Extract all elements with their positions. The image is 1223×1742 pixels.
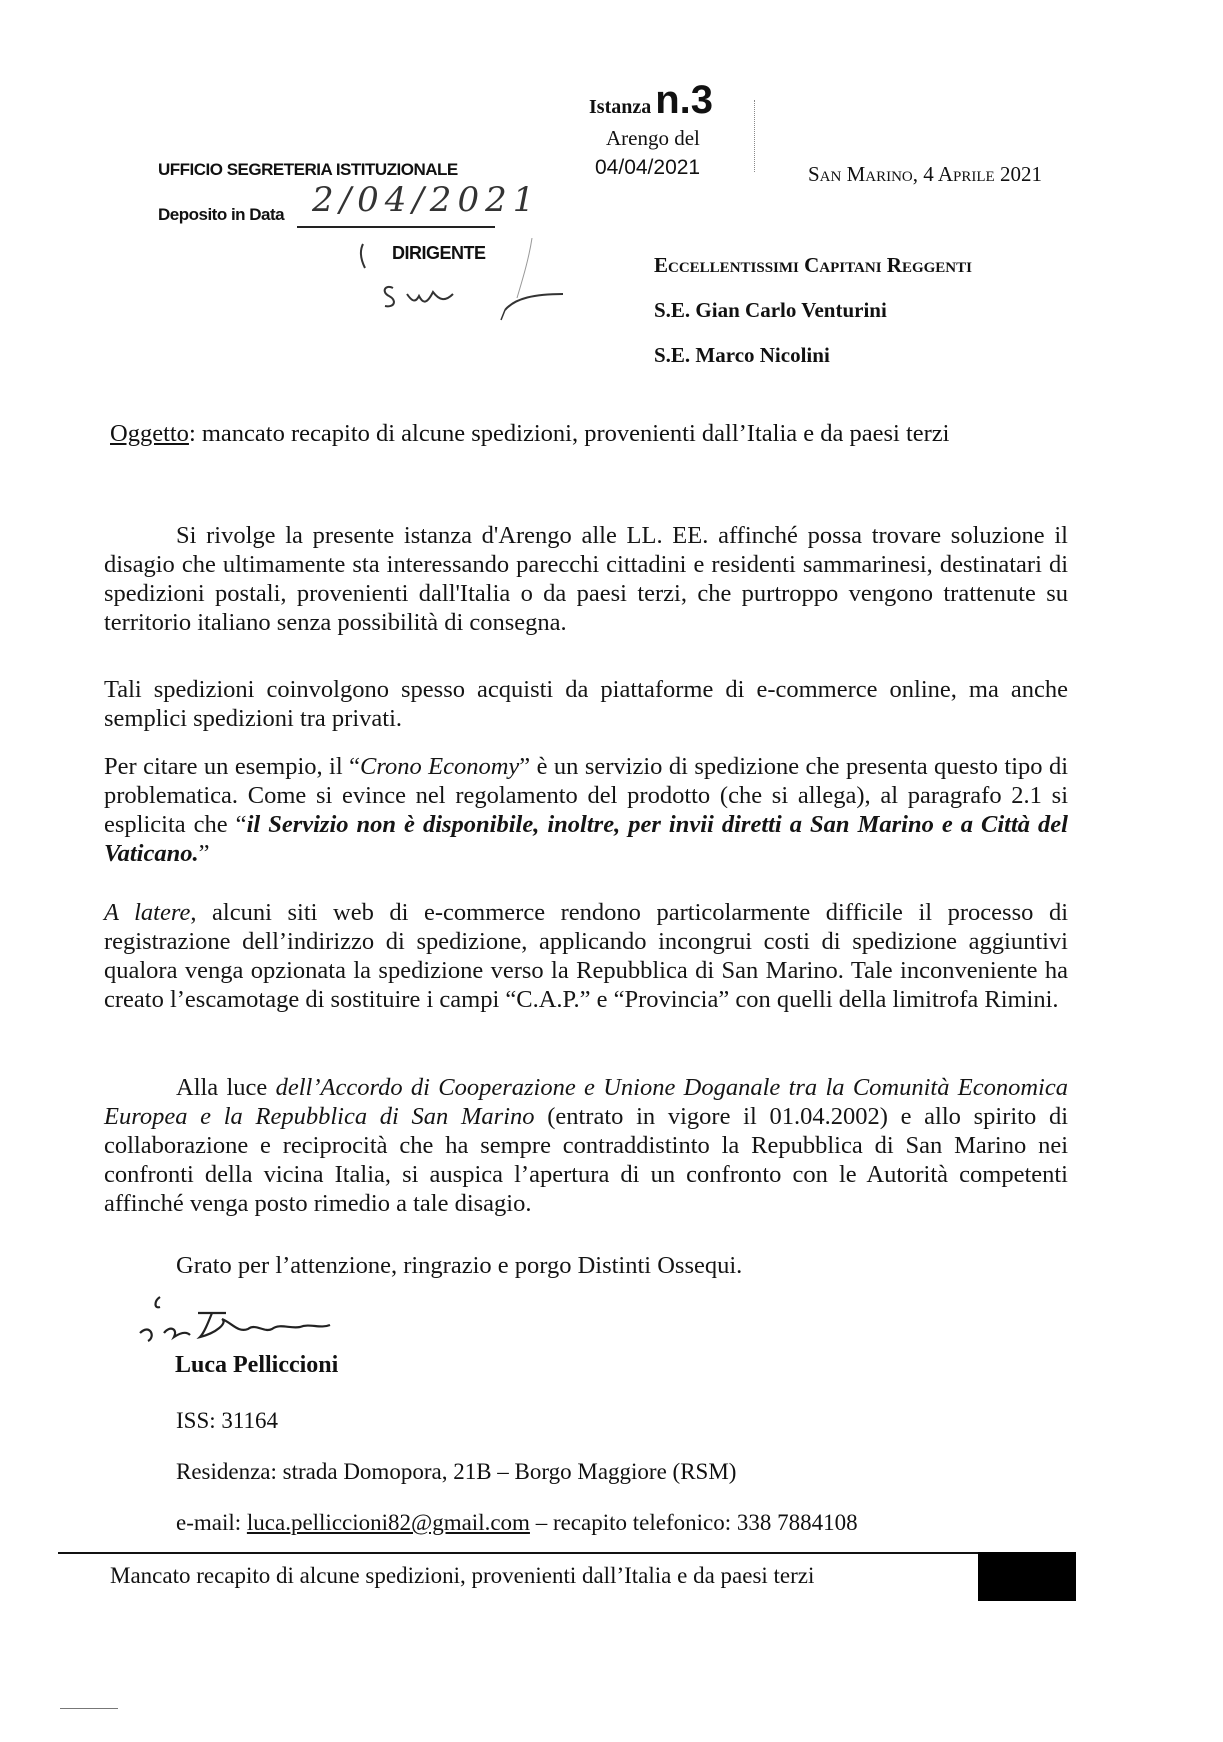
dirigente-handwritten-signature	[355, 238, 585, 328]
footer-black-box	[978, 1552, 1076, 1601]
arengo-date: 04/04/2021	[595, 156, 701, 179]
addressee-line-2: S.E. Gian Carlo Venturini	[654, 298, 887, 322]
body-paragraph-5	[104, 1073, 1068, 1218]
p5-italic-agreement: dell’Accordo di Cooperazione e Unione Doganale tra la Comunità Economica Europea e la Repubblica di San Marino	[104, 1074, 1068, 1130]
signer-contact	[176, 1510, 858, 1536]
subject-label: Oggetto	[110, 420, 189, 447]
scan-mark	[60, 1708, 118, 1709]
p3-text-c: ”	[198, 840, 210, 867]
email-label: e-mail:	[176, 1510, 247, 1535]
signer-name: Luca Pelliccioni	[175, 1352, 339, 1378]
p4-italic-latere: A latere	[104, 899, 191, 926]
subject-line	[110, 420, 949, 448]
body-paragraph-1-text: Si rivolge la presente istanza d'Arengo alle LL. EE. affinché possa trovare soluzione il disagio che ultimamente sta interessando parecchi cittadini e residenti sammarinesi, destinatari di spedizioni postali, provenienti dall'Italia o da paesi terzi, che purtroppo vengono trattenute su territorio italiano senza possibilità di consegna.	[104, 522, 1068, 636]
p5-text-b: (entrato in vigore il 01.04.2002) e allo spirito di collaborazione e reciprocità che ha sempre contraddistinto la Repubblica di San Marino nei confronti della vicina Italia, si auspica l’apertura di un confronto con le Autorità competenti affinché venga posto rimedio a tale disagio.	[104, 1103, 1068, 1217]
istanza-heading	[589, 78, 713, 123]
email-link[interactable]: luca.pelliccioni82@gmail.com	[246, 1510, 530, 1535]
p3-italic-quote: il Servizio non è disponibile, inoltre, per invii diretti a San Marino e a Città del Vaticano.	[104, 811, 1068, 867]
p3-text-b: ” è un servizio di spedizione che presenta questo tipo di problematica. Come si evince nel regolamento del prodotto (che si allega), al paragrafo 2.1 si esplicita che “	[104, 753, 1069, 838]
footer-rule	[58, 1552, 1071, 1554]
closing-line: Grato per l’attenzione, ringrazio e porgo Distinti Ossequi.	[176, 1252, 743, 1279]
signature-scrawl	[130, 1293, 380, 1353]
body-paragraph-4	[104, 898, 1068, 1014]
dotted-divider	[754, 100, 755, 172]
body-paragraph-2	[104, 675, 1068, 733]
signer-residence: Residenza: strada Domopora, 21B – Borgo Maggiore (RSM)	[176, 1459, 737, 1484]
phone-text: – recapito telefonico: 338 7884108	[529, 1510, 858, 1535]
addressee-line-1: Eccellentissimi Capitani Reggenti	[654, 253, 972, 277]
arengo-label: Arengo del	[606, 126, 700, 150]
p3-text-a: Per citare un esempio, il “	[104, 753, 360, 780]
body-paragraph-2-text: Tali spedizioni coinvolgono spesso acquisti da piattaforme di e-commerce online, ma anche semplici spedizioni tra privati.	[104, 676, 1068, 732]
p5-text-a: Alla luce	[176, 1074, 276, 1101]
deposit-date-handwritten: 2/04/2021	[312, 180, 541, 220]
addressee-line-3: S.E. Marco Nicolini	[654, 343, 830, 367]
body-paragraph-3	[104, 752, 1068, 868]
istanza-number: n.3	[655, 78, 714, 122]
istanza-label: Istanza	[589, 96, 652, 118]
subject-text: : mancato recapito di alcune spedizioni, provenienti dall’Italia e da paesi terzi	[188, 420, 950, 447]
p4-text: , alcuni siti web di e-commerce rendono particolarmente difficile il processo di registrazione dell’indirizzo di spedizione, applicando incongrui costi di spedizione aggiuntivi qualora venga opzionata la spedizione verso la Repubblica di San Marino. Tale inconveniente ha creato l’escamotage di sostituire i campi “C.A.P.” e “Provincia” con quelli della limitrofa Rimini.	[104, 899, 1069, 1013]
p3-italic-product: Crono Economy	[359, 753, 520, 780]
signer-iss: ISS: 31164	[176, 1408, 279, 1433]
office-stamp: UFFICIO SEGRETERIA ISTITUZIONALE	[158, 160, 458, 179]
city-date: San Marino, 4 Aprile 2021	[808, 162, 1042, 186]
deposit-line	[297, 226, 495, 228]
footer-text: Mancato recapito di alcune spedizioni, provenienti dall’Italia e da paesi terzi	[110, 1563, 815, 1588]
body-paragraph-1	[104, 521, 1068, 637]
dirigente-label: DIRIGENTE	[392, 243, 486, 263]
deposit-label: Deposito in Data	[158, 205, 285, 224]
